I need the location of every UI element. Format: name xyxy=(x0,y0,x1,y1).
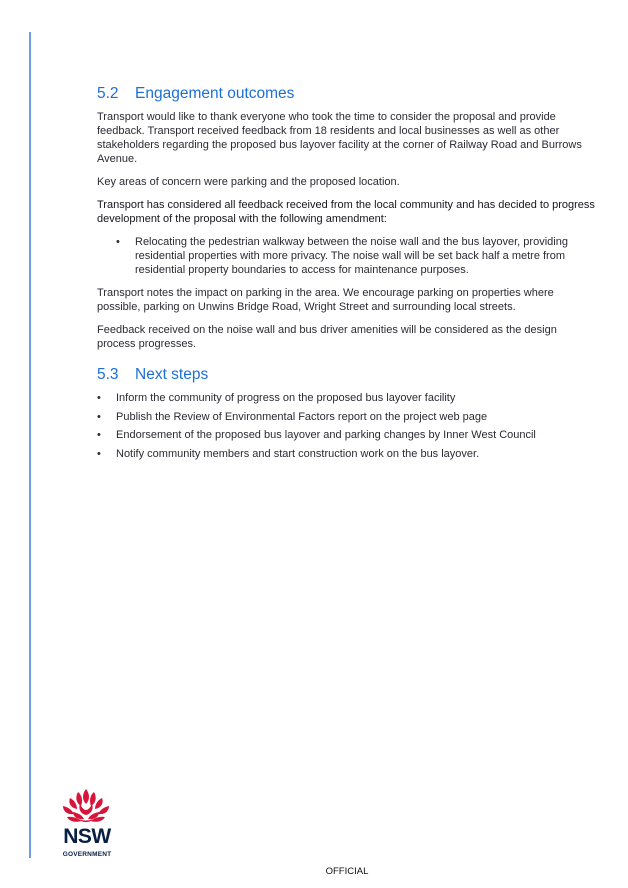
paragraph: Transport notes the impact on parking in the area. We encourage parking on properties where possible, parking on Unwins Bridge Road, Wright Street and surrounding local streets. xyxy=(97,287,554,313)
paragraph: Transport would like to thank everyone who took the time to consider the proposal and provide feedback. Transport received feedback from 18 residents and local businesses as well as other stakeholders regarding the proposed bus layover facility at the corner of Railway Road and Burrows Avenue. xyxy=(97,111,582,165)
list-item-text: Notify community members and start construction work on the bus layover. xyxy=(116,447,480,460)
list-item-text: Endorsement of the proposed bus layover and parking changes by Inner West Council xyxy=(116,429,536,441)
paragraph: Transport has considered all feedback received from the local community and has decided to progress development of the proposal with the following amendment: xyxy=(97,199,595,225)
list-item xyxy=(97,428,597,442)
logo-wordmark: NSW xyxy=(63,825,111,848)
section-number: 5.3 xyxy=(97,366,119,383)
list-item xyxy=(97,410,597,424)
list-item-text: Inform the community of progress on the proposed bus layover facility xyxy=(116,392,456,404)
list-item-text: Relocating the pedestrian walkway between the noise wall and the bus layover, providing residential properties with more privacy. The noise wall will be set back half a metre from residential property boundaries to access for maintenance purposes. xyxy=(135,236,568,276)
list-item-text: Publish the Review of Environmental Factors report on the project web page xyxy=(116,410,488,423)
section-heading-5-3 xyxy=(97,365,597,385)
bullet-glyph: • xyxy=(97,447,101,460)
bullet-glyph: • xyxy=(97,392,101,404)
section-number: 5.2 xyxy=(97,85,119,102)
bullet-glyph: • xyxy=(97,429,101,441)
paragraph: Feedback received on the noise wall and bus driver amenities will be considered as the design process progresses. xyxy=(97,324,557,350)
footer-classification: OFFICIAL xyxy=(325,866,369,877)
list-item xyxy=(97,391,597,405)
next-steps-list xyxy=(97,391,597,461)
paragraph: Key areas of concern were parking and the proposed location. xyxy=(97,176,400,188)
page-content xyxy=(97,84,597,461)
list-item xyxy=(97,235,597,277)
list-item xyxy=(97,447,597,461)
bullet-glyph: • xyxy=(116,236,120,248)
left-margin-rule xyxy=(29,32,31,858)
section-title: Engagement outcomes xyxy=(135,85,295,102)
bullet-glyph: • xyxy=(97,410,101,423)
logo-subtitle: GOVERNMENT xyxy=(62,851,112,858)
amendment-list xyxy=(97,235,597,277)
section-title: Next steps xyxy=(135,366,209,383)
section-heading-5-2 xyxy=(97,84,597,104)
